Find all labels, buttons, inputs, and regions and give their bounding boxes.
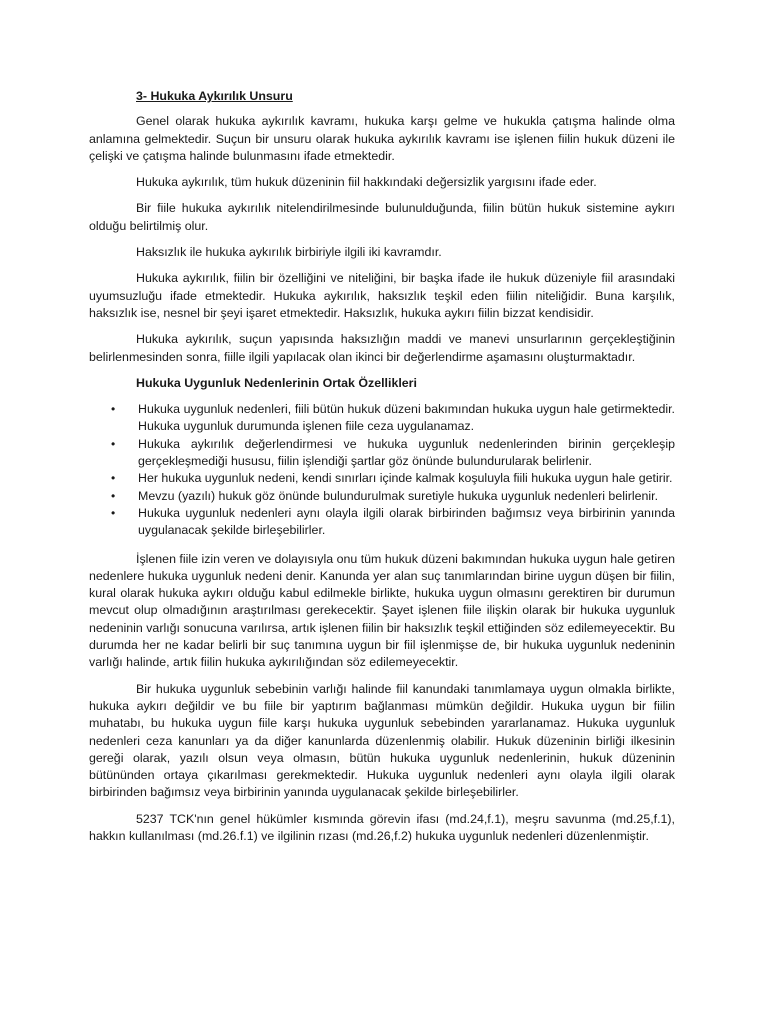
- paragraph: Bir hukuka uygunluk sebebinin varlığı halinde fiil kanundaki tanımlamaya uygun olmakla birlikte, hukuka aykırı değildir ve bu fiile bir yaptırım bağlanması mümkün değildir. Hukuka uygun bir fiilin muhatabı, bu hukuka uygun fiile karşı hukuka uygunluk sebebinden yararlanamaz. Hukuka uygunluk nedenleri ceza kanunları ya da diğer kanunlarda düzenlenmiş olabilir. Hukuk düzeninin birliği ilkesinin gereği olarak, yazılı olsun veya olmasın, bütün hukuka uygunluk nedenlerinin, hukuk düzeninin bütününden ortaya çıkarılması gerekmektedir. Hukuka uygunluk nedenleri aynı olayla ilgili olarak birbirinden bağımsız veya birbirinin yanında uygulanacak şekilde birleşebilirler.: [89, 681, 675, 800]
- bullet-text: Hukuka uygunluk nedenleri, fiili bütün hukuk düzeni bakımından hukuka uygun hale getirmektedir. Hukuka uygunluk durumunda işlenen fiile ceza uygulanamaz.: [138, 402, 675, 434]
- bullet-icon: •: [111, 488, 116, 503]
- bullet-icon: •: [111, 505, 116, 520]
- paragraph: İşlenen fiile izin veren ve dolayısıyla onu tüm hukuk düzeni bakımından hukuka uygun hale getiren nedenlere hukuka uygunluk nedeni denir. Kanunda yer alan suç tanımlarından birine uygun düşen bir fiilin, kural olarak hukuka aykırı olduğu kabul edilmekle birlikte, hukuka uygun olmasını gerektiren bir durumun mevcut olup olmadığının araştırılması gerekecektir. Şayet işlenen fiile ilişkin olarak bir hukuka uygunluk nedeninin varlığı sonucuna varılırsa, artık işlenen fiilin bir haksızlık teşkil ettiğinden söz edilemeyecektir. Bu durumda her ne kadar belirli bir suç tanımına uygun bir fiil işlenmişse de, bir hukuka uygunluk nedeninin varlığı halinde, artık fiilin hukuka aykırılığından söz edilemeyecektir.: [89, 551, 675, 670]
- paragraph: Genel olarak hukuka aykırılık kavramı, hukuka karşı gelme ve hukukla çatışma halinde olma anlamına gelmektedir. Suçun bir unsuru olarak hukuka aykırılık kavramı ise işlenen fiilin hukuk düzeni ile çelişki ve çatışma halinde bulunmasını ifade etmektedir.: [89, 114, 675, 163]
- paragraph: Haksızlık ile hukuka aykırılık birbiriyle ilgili iki kavramdır.: [136, 245, 442, 260]
- paragraph: Hukuka aykırılık, fiilin bir özelliğini ve niteliğini, bir başka ifade ile hukuk düzeniyle fiil arasındaki uyumsuzluğu ifade etmektedir. Hukuka aykırılık, haksızlık teşkil eden fiilin niteliğidir. Buna karşılık, haksızlık ise, nesnel bir şeyi işaret etmektedir. Haksızlık, hukuka aykırı fiilin bizzat kendisidir.: [89, 271, 675, 320]
- bullet-item: [89, 401, 675, 436]
- bullet-text: Hukuka uygunluk nedenleri aynı olayla ilgili olarak birbirinden bağımsız veya birbirinin yanında uygulanacak şekilde birleşebilirler.: [138, 505, 675, 538]
- bullet-list: [89, 401, 675, 539]
- paragraph: Bir fiile hukuka aykırılık nitelendirilmesinde bulunulduğunda, fiilin bütün hukuk sistemine aykırı olduğu belirtilmiş olur.: [89, 201, 675, 233]
- bullet-item: [89, 470, 675, 487]
- bullet-icon: •: [111, 436, 116, 451]
- document-page: [89, 78, 675, 854]
- bullet-text: Mevzu (yazılı) hukuk göz önünde bulundurulmak suretiyle hukuka uygunluk nedenleri belirlenir.: [138, 488, 659, 503]
- bullet-icon: •: [111, 471, 116, 486]
- paragraph: Hukuka aykırılık, tüm hukuk düzeninin fiil hakkındaki değersizlik yargısını ifade eder.: [136, 175, 597, 190]
- paragraph: Hukuka aykırılık, suçun yapısında haksızlığın maddi ve manevi unsurlarının gerçekleştiğinin belirlenmesinden sonra, fiille ilgili yapılacak olan ikinci bir değerlendirme aşamasını oluşturmaktadır.: [89, 332, 675, 364]
- section-title: 3- Hukuka Aykırılık Unsuru: [136, 89, 293, 103]
- bullet-item: [89, 488, 675, 505]
- bullet-item: [89, 436, 675, 471]
- bullet-text: Her hukuka uygunluk nedeni, kendi sınırları içinde kalmak koşuluyla fiili hukuka uygun hale getirir.: [138, 471, 673, 486]
- paragraph: 5237 TCK'nın genel hükümler kısmında görevin ifası (md.24,f.1), meşru savunma (md.25,f.1), hakkın kullanılması (md.26.f.1) ve ilgilinin rızası (md.26,f.2) hukuka uygunluk nedenleri düzenlenmiştir.: [89, 811, 675, 843]
- bullet-item: [89, 505, 675, 540]
- bullet-icon: •: [111, 402, 116, 417]
- bullet-text: Hukuka aykırılık değerlendirmesi ve hukuka uygunluk nedenlerinden birinin gerçekleşip gerçekleşmediği hususu, fiilin işlendiği şartlar göz önünde bulundurularak belirlenir.: [138, 436, 675, 469]
- subheading: Hukuka Uygunluk Nedenlerinin Ortak Özellikleri: [136, 375, 417, 390]
